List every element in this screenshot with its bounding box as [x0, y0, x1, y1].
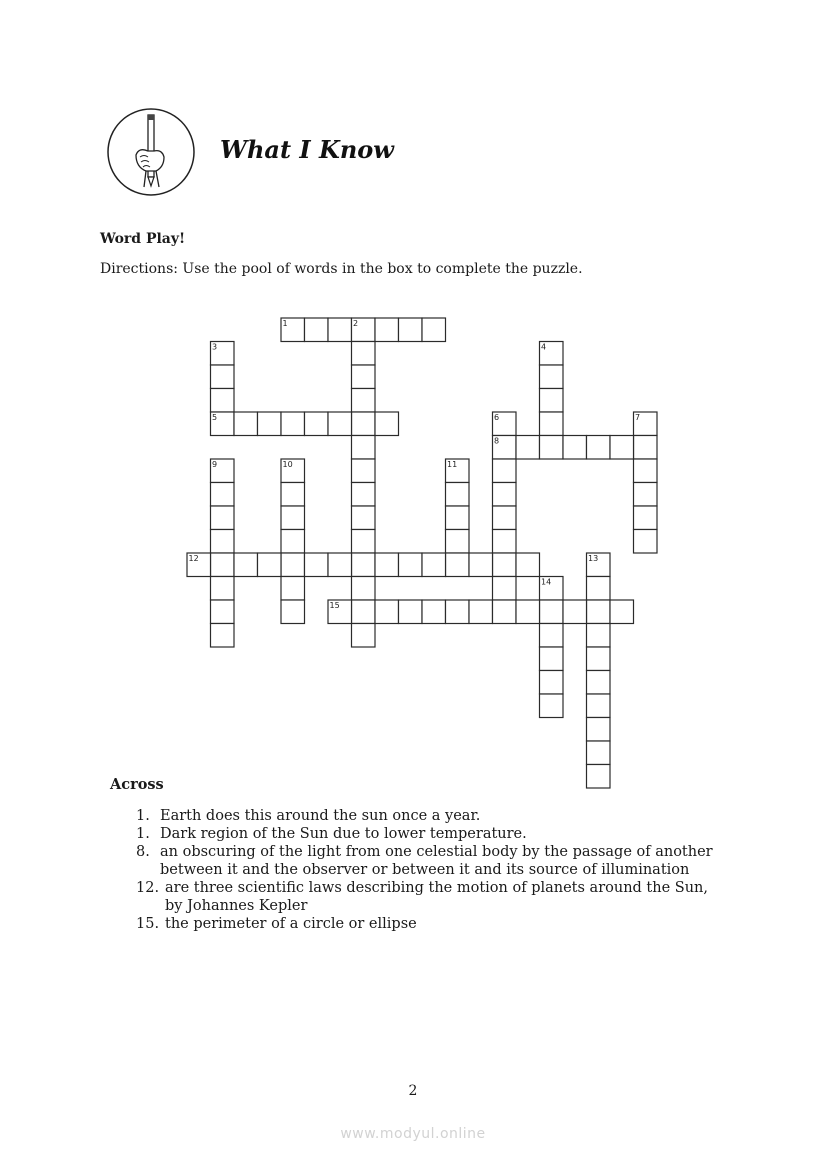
crossword-cell[interactable] [493, 459, 517, 483]
crossword-cell[interactable] [352, 459, 376, 483]
crossword-cell[interactable] [258, 553, 282, 577]
crossword-cell[interactable] [587, 600, 611, 624]
crossword-cell[interactable] [446, 483, 470, 507]
crossword-cell[interactable] [634, 530, 658, 554]
clue-item: 15. the perimeter of a circle or ellipse [136, 916, 417, 932]
directions-text: Directions: Use the pool of words in the box to complete the puzzle. [100, 261, 583, 277]
crossword-cell[interactable] [399, 553, 423, 577]
crossword-cell[interactable] [587, 694, 611, 718]
crossword-cell[interactable] [587, 741, 611, 765]
crossword-cell[interactable] [634, 459, 658, 483]
across-clue-list [136, 807, 725, 933]
clue-number-7: 7 [635, 413, 641, 422]
crossword-cell[interactable] [352, 342, 376, 366]
crossword-cell[interactable] [587, 765, 611, 789]
crossword-cell[interactable] [493, 483, 517, 507]
crossword-cell[interactable] [446, 506, 470, 530]
crossword-cell[interactable] [422, 318, 446, 342]
crossword-cell[interactable] [446, 600, 470, 624]
clue-item: 1. Earth does this around the sun once a year. [136, 808, 481, 824]
crossword-cell[interactable] [634, 436, 658, 460]
crossword-cell[interactable] [352, 624, 376, 648]
across-heading: Across [110, 776, 164, 793]
crossword-cell[interactable] [375, 553, 399, 577]
clue-number-14: 14 [541, 577, 552, 587]
crossword-cell[interactable] [211, 483, 235, 507]
crossword-cell[interactable] [587, 671, 611, 695]
crossword-cell[interactable] [281, 577, 305, 601]
crossword-cell[interactable] [493, 553, 517, 577]
crossword-cell[interactable] [281, 600, 305, 624]
crossword-cell[interactable] [563, 600, 587, 624]
crossword-cell[interactable] [305, 318, 329, 342]
crossword-cell[interactable] [375, 600, 399, 624]
crossword-cell[interactable] [516, 436, 540, 460]
crossword-cell[interactable] [399, 318, 423, 342]
activity-title: Word Play! [100, 231, 186, 247]
crossword-cell[interactable] [211, 624, 235, 648]
crossword-cell[interactable] [587, 436, 611, 460]
crossword-cell[interactable] [211, 600, 235, 624]
crossword-cell[interactable] [352, 577, 376, 601]
crossword-cell[interactable] [540, 671, 564, 695]
clue-number-12: 12 [188, 554, 199, 563]
crossword-cell[interactable] [281, 553, 305, 577]
page-number: 2 [408, 1083, 418, 1099]
clue-number-6: 6 [494, 413, 500, 422]
crossword-cell[interactable] [352, 553, 376, 577]
clue-number-15: 15 [329, 601, 340, 610]
clue-number-3: 3 [212, 342, 218, 352]
crossword-cell[interactable] [281, 412, 305, 436]
crossword-cell[interactable] [211, 553, 235, 577]
crossword-cell[interactable] [422, 553, 446, 577]
section-title: What I Know [220, 135, 394, 164]
crossword-cell[interactable] [211, 365, 235, 389]
crossword-cell[interactable] [540, 600, 564, 624]
crossword-cell[interactable] [540, 389, 564, 413]
crossword-cell[interactable] [281, 506, 305, 530]
clue-number-11: 11 [447, 460, 458, 469]
crossword-cell[interactable] [234, 412, 258, 436]
crossword-cell[interactable] [352, 389, 376, 413]
crossword-cell[interactable] [328, 412, 352, 436]
crossword-cell[interactable] [446, 530, 470, 554]
crossword-cell[interactable] [493, 530, 517, 554]
clue-number-8: 8 [494, 436, 500, 446]
crossword-cell[interactable] [563, 436, 587, 460]
clue-number-5: 5 [212, 413, 218, 422]
crossword-cell[interactable] [352, 436, 376, 460]
crossword-cell[interactable] [211, 389, 235, 413]
crossword-cell[interactable] [540, 694, 564, 718]
crossword-cell[interactable] [540, 412, 564, 436]
crossword-cell[interactable] [328, 553, 352, 577]
crossword-cell[interactable] [211, 530, 235, 554]
crossword-cell[interactable] [281, 483, 305, 507]
clue-number-2: 2 [353, 319, 359, 328]
crossword-cell[interactable] [587, 647, 611, 671]
crossword-cell[interactable] [375, 318, 399, 342]
crossword-cell[interactable] [469, 600, 493, 624]
crossword-cell[interactable] [610, 436, 634, 460]
clue-number-1: 1 [282, 319, 288, 328]
crossword-cell[interactable] [305, 553, 329, 577]
crossword-cell[interactable] [352, 483, 376, 507]
crossword-cell[interactable] [211, 506, 235, 530]
crossword-cell[interactable] [446, 553, 470, 577]
crossword-cell[interactable] [493, 506, 517, 530]
crossword-cell[interactable] [516, 553, 540, 577]
crossword-cell[interactable] [422, 600, 446, 624]
crossword-cell[interactable] [587, 718, 611, 742]
crossword-cell[interactable] [352, 530, 376, 554]
crossword-cell[interactable] [634, 506, 658, 530]
clue-number-10: 10 [282, 460, 293, 469]
crossword-cell[interactable] [234, 553, 258, 577]
crossword-cell[interactable] [399, 600, 423, 624]
crossword-cell[interactable] [610, 600, 634, 624]
watermark: www.modyul.online [340, 1126, 486, 1142]
clue-number-13: 13 [588, 554, 599, 563]
crossword-cell[interactable] [352, 412, 376, 436]
crossword-cell[interactable] [540, 647, 564, 671]
crossword-cell[interactable] [493, 577, 517, 601]
crossword-cell[interactable] [469, 553, 493, 577]
crossword-cell[interactable] [281, 530, 305, 554]
crossword-cell[interactable] [493, 600, 517, 624]
clue-item: 1. Dark region of the Sun due to lower temperature. [136, 826, 527, 842]
clue-item: 8. an obscuring of the light from one celestial body by the passage of another between it and the observer or between it and its source of illumination [136, 844, 713, 878]
crossword-cell[interactable] [258, 412, 282, 436]
crossword-cell[interactable] [540, 436, 564, 460]
crossword-cell[interactable] [375, 412, 399, 436]
clue-number-4: 4 [541, 342, 547, 352]
crossword-cell[interactable] [540, 365, 564, 389]
crossword-cell[interactable] [516, 600, 540, 624]
crossword-cell[interactable] [587, 577, 611, 601]
crossword-cell[interactable] [211, 577, 235, 601]
clue-item: 12. are three scientific laws describing the motion of planets around the Sun, by Johannes Kepler [136, 880, 708, 914]
crossword-cell[interactable] [352, 506, 376, 530]
crossword-cell[interactable] [540, 624, 564, 648]
crossword-cell[interactable] [305, 412, 329, 436]
crossword-cell[interactable] [352, 600, 376, 624]
crossword-cell[interactable] [328, 318, 352, 342]
crossword-cell[interactable] [587, 624, 611, 648]
crossword-cell[interactable] [352, 365, 376, 389]
clue-number-9: 9 [212, 460, 218, 469]
crossword-cell[interactable] [634, 483, 658, 507]
